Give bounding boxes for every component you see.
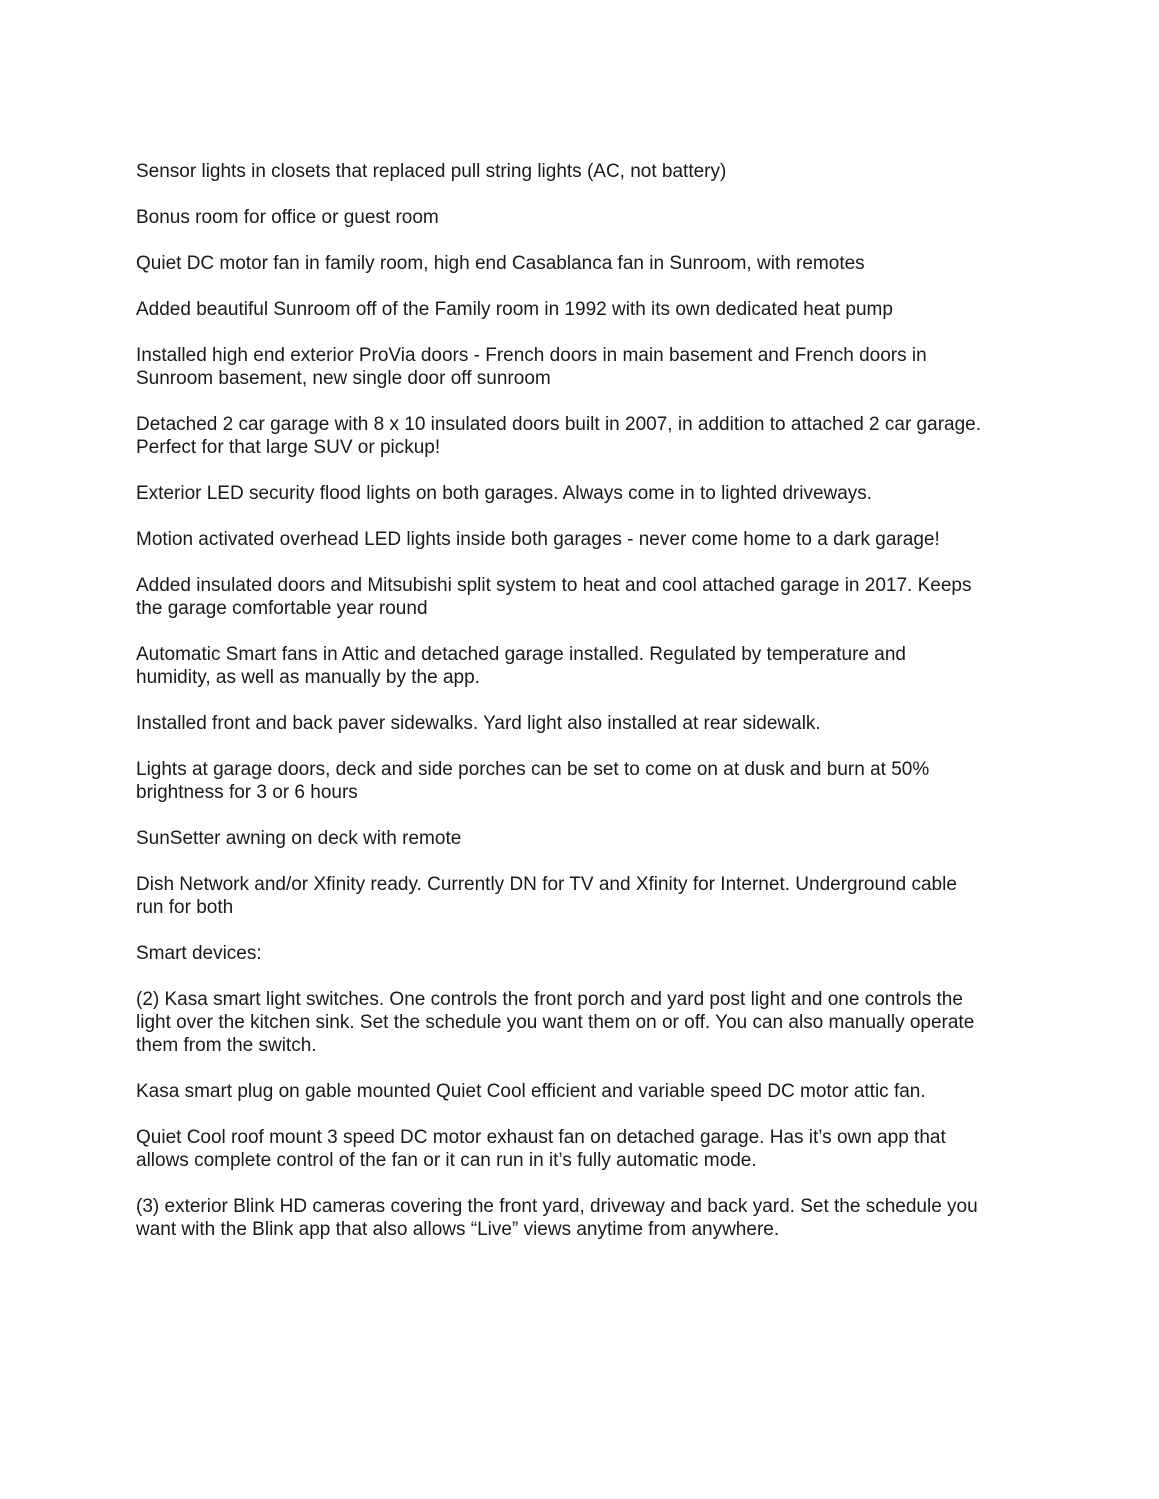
- paragraph: (3) exterior Blink HD cameras covering the front yard, driveway and back yard. Set the schedule you want with the Blink app that also allows “Live” views anytime from anywhere.: [136, 1196, 978, 1240]
- paragraph: Sensor lights in closets that replaced pull string lights (AC, not battery): [136, 161, 727, 182]
- paragraph: Quiet Cool roof mount 3 speed DC motor exhaust fan on detached garage. Has it’s own app that allows complete control of the fan or it can run in it’s fully automatic mode.: [136, 1127, 946, 1171]
- paragraph: Detached 2 car garage with 8 x 10 insulated doors built in 2007, in addition to attached 2 car garage. Perfect for that large SUV or pickup!: [136, 414, 981, 458]
- paragraph: (2) Kasa smart light switches. One controls the front porch and yard post light and one controls the light over the kitchen sink. Set the schedule you want them on or off. You can also manually operate them from the switch.: [136, 989, 975, 1056]
- paragraph: SunSetter awning on deck with remote: [136, 828, 462, 849]
- paragraph: Installed high end exterior ProVia doors - French doors in main basement and French doors in Sunroom basement, new single door off sunroom: [136, 345, 927, 389]
- paragraph: Quiet DC motor fan in family room, high end Casablanca fan in Sunroom, with remotes: [136, 253, 865, 274]
- paragraph: Installed front and back paver sidewalks. Yard light also installed at rear sidewalk.: [136, 713, 821, 734]
- paragraph: Lights at garage doors, deck and side porches can be set to come on at dusk and burn at 50% brightness for 3 or 6 hours: [136, 759, 930, 803]
- section-heading-smart-devices: Smart devices:: [136, 943, 262, 964]
- paragraph: Automatic Smart fans in Attic and detached garage installed. Regulated by temperature and humidity, as well as manually by the app.: [136, 644, 906, 688]
- paragraph: Bonus room for office or guest room: [136, 207, 439, 228]
- document-body: [136, 160, 1036, 1264]
- paragraph: Exterior LED security flood lights on both garages. Always come in to lighted driveways.: [136, 483, 873, 504]
- paragraph: Kasa smart plug on gable mounted Quiet Cool efficient and variable speed DC motor attic fan.: [136, 1081, 926, 1102]
- paragraph: Motion activated overhead LED lights inside both garages - never come home to a dark garage!: [136, 529, 940, 550]
- paragraph: Dish Network and/or Xfinity ready. Currently DN for TV and Xfinity for Internet. Underground cable run for both: [136, 874, 957, 918]
- paragraph: Added beautiful Sunroom off of the Family room in 1992 with its own dedicated heat pump: [136, 299, 893, 320]
- paragraph: Added insulated doors and Mitsubishi split system to heat and cool attached garage in 2017. Keeps the garage comfortable year round: [136, 575, 972, 619]
